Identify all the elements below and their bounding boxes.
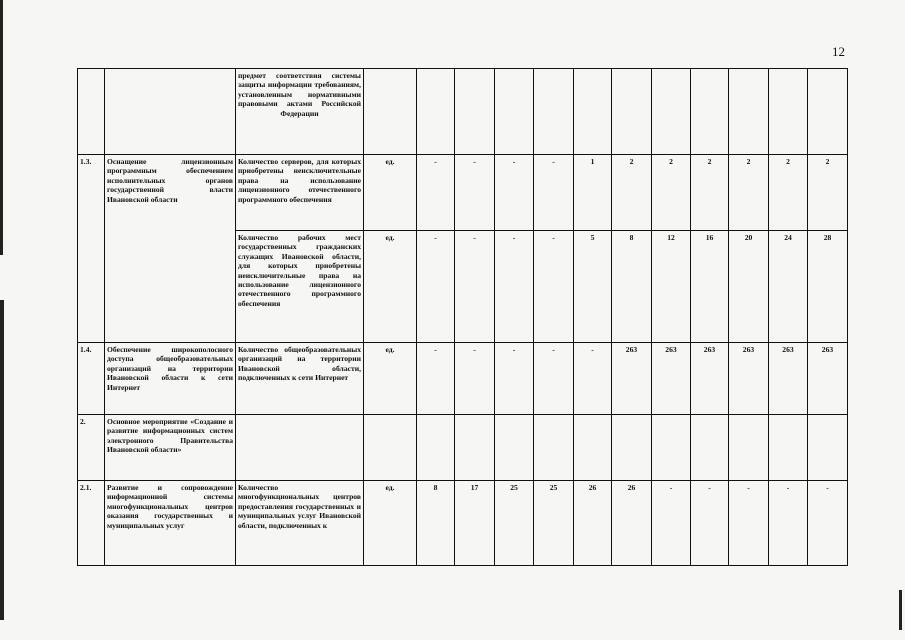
year-value: 2 [652,155,691,231]
table-row [78,415,848,481]
year-value: - [495,155,534,231]
year-value: 2 [729,155,769,231]
year-value [691,69,729,155]
measure-name: Основное мероприятие «Создание и развитие информационных систем электронного Правительства Ивановской области» [105,415,236,481]
year-value: 263 [808,343,848,415]
indicators-table [77,68,848,566]
year-value: 263 [729,343,769,415]
year-value [769,415,808,481]
year-value: 8 [417,481,455,566]
year-value: - [534,231,574,343]
year-value [495,415,534,481]
year-value [652,69,691,155]
measure-name: Оснащение лицензионным программным обеспечением исполнительных органов государственной власти Ивановской области [105,155,236,343]
year-value [808,415,848,481]
year-value: - [455,343,495,415]
indicator-name: предмет соответствия системы защиты информации требованиям, установленным нормативными правовыми актами Российской Федерации [236,69,364,155]
year-value: 25 [534,481,574,566]
year-value [729,415,769,481]
row-number: 2.1. [78,481,105,566]
indicator-name: Количество рабочих мест государственных гражданских служащих Ивановской области, для которых приобретены неисключительные права на использование лицензионного отечественного программного обеспечения [236,231,364,343]
year-value: - [455,155,495,231]
year-value: - [534,155,574,231]
year-value [612,69,652,155]
year-value: - [691,481,729,566]
year-value: - [417,343,455,415]
row-number: 2. [78,415,105,481]
unit-of-measure: ед. [364,231,417,343]
year-value: - [495,343,534,415]
year-value: 2 [612,155,652,231]
unit-of-measure: ед. [364,155,417,231]
year-value [455,69,495,155]
year-value: 26 [574,481,612,566]
year-value [729,69,769,155]
year-value: 20 [729,231,769,343]
measure-name [105,69,236,155]
year-value: 8 [612,231,652,343]
year-value: 16 [691,231,729,343]
table-row [78,343,848,415]
year-value: - [769,481,808,566]
measure-name: Развитие и сопровождение информационной системы многофункциональных центров оказания государственных и муниципальных услуг [105,481,236,566]
year-value: - [455,231,495,343]
indicator-name: Количество серверов, для которых приобретены неисключительные права на использование лицензионного отечественного программного обеспечения [236,155,364,231]
year-value: 263 [612,343,652,415]
year-value: 263 [652,343,691,415]
year-value [495,69,534,155]
year-value: - [574,343,612,415]
unit-of-measure: ед. [364,343,417,415]
year-value [652,415,691,481]
row-number: 1.3. [78,155,105,343]
year-value [534,69,574,155]
table-row [78,69,848,155]
year-value: 2 [769,155,808,231]
year-value [808,69,848,155]
row-number: 1.4. [78,343,105,415]
year-value: 25 [495,481,534,566]
year-value: 263 [769,343,808,415]
unit-of-measure [364,69,417,155]
year-value: - [495,231,534,343]
year-value: 5 [574,231,612,343]
year-value [612,415,652,481]
scan-edge-mark-top [0,0,3,255]
table-row [78,481,848,566]
year-value: - [417,155,455,231]
year-value: - [652,481,691,566]
year-value: - [534,343,574,415]
year-value: 12 [652,231,691,343]
year-value [534,415,574,481]
year-value: 26 [612,481,652,566]
year-value: 1 [574,155,612,231]
scan-edge-mark-right [899,590,902,630]
measure-name: Обеспечение широкополосного доступа общеобразовательных организаций на территории Ивановской области к сети Интернет [105,343,236,415]
year-value: 28 [808,231,848,343]
indicator-name [236,415,364,481]
indicator-name: Количество многофункциональных центров предоставления государственных и муниципальных услуг Ивановской области, подключенных к [236,481,364,566]
year-value [417,415,455,481]
year-value: - [417,231,455,343]
year-value: 263 [691,343,729,415]
row-number [78,69,105,155]
year-value [455,415,495,481]
year-value: - [808,481,848,566]
year-value [574,69,612,155]
year-value: 17 [455,481,495,566]
table-row [78,155,848,231]
year-value: 2 [808,155,848,231]
year-value: 24 [769,231,808,343]
indicator-name: Количество общеобразовательных организаций на территории Ивановской области, подключенных к сети Интернет [236,343,364,415]
year-value [691,415,729,481]
page-number: 12 [832,44,845,59]
year-value: - [729,481,769,566]
unit-of-measure [364,415,417,481]
year-value [574,415,612,481]
unit-of-measure: ед. [364,481,417,566]
year-value: 2 [691,155,729,231]
year-value [769,69,808,155]
scan-edge-mark-bottom [0,300,4,620]
year-value [417,69,455,155]
